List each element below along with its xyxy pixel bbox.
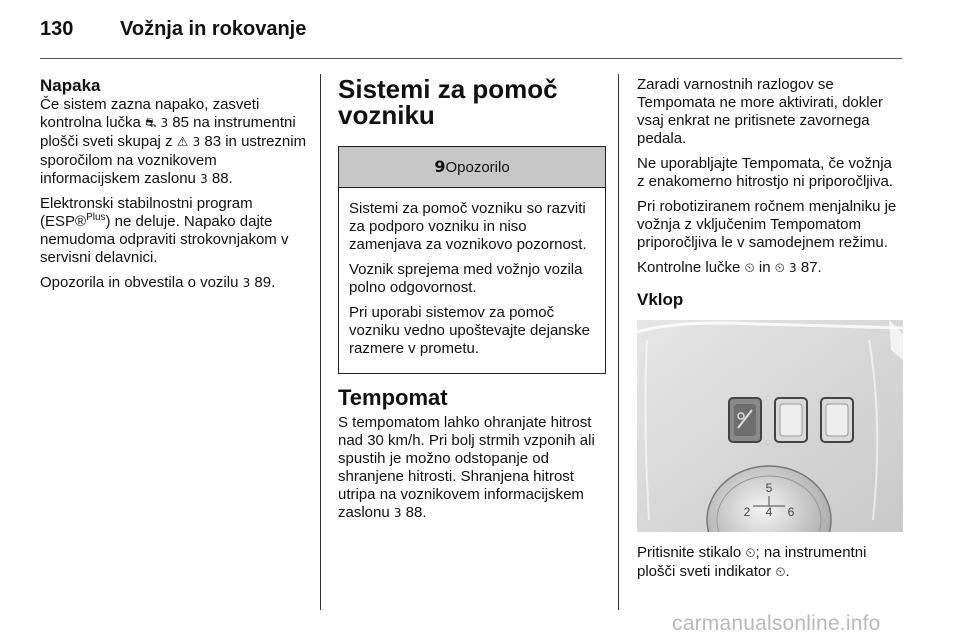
column-3 [637,76,903,589]
watermark: carmanualsonline.info [672,612,881,635]
text: S tempomatom lahko ohranjate hitrost nad 30 km/h. Pri bolj strmih vzponih ali spustih je možno odstopanje od shranjene hitrosti. Shranjena hitrost utripa na voznikovem informacijskem zaslonu [338,414,595,521]
page-header [40,18,920,58]
section-heading: Sistemi za pomoč vozniku [338,74,558,130]
text: Kontrolne lučke [637,259,745,276]
vklop-heading: Vklop [637,290,684,309]
text: 88. [401,504,427,521]
text: Če sistem zazna napako, zasveti kontrolna lučka [40,96,260,131]
warning-label: Opozorilo [445,159,510,176]
text: Opozorila in obvestila o vozilu [40,274,243,291]
esp-warning-icon: ⛐ [145,116,157,131]
column-divider-2 [618,74,619,610]
text: 88. [207,170,233,187]
gear-label: 5 [765,481,773,495]
page-ref-icon: 3 [160,116,169,130]
superscript: Plus [86,212,106,223]
service-vehicle-icon: ⚠ [176,135,189,150]
napaka-heading: Napaka [40,76,101,95]
napaka-paragraph-2 [40,195,310,267]
switch-panel-illustration [637,320,903,532]
text: 87. [796,259,822,276]
napaka-paragraph-1 [40,96,310,188]
column-2 [338,76,606,529]
warning-box [338,146,606,374]
warning-body [339,188,605,373]
tempomat-paragraph [338,414,606,522]
text: 89. [250,274,276,291]
warning-icon: 9 [434,157,446,176]
text: Pritisnite stikalo [637,544,746,561]
text: in [754,259,775,276]
text: 83 in ustreznim sporočilom na voznikovem informacijskem zaslonu [40,133,307,187]
page-number: 130 [40,18,74,40]
header-divider [40,58,902,59]
gear-label: 2 [743,505,751,519]
tempomat-heading: Tempomat [338,385,448,410]
warning-paragraph-1: Sistemi za pomoč vozniku so razviti za podporo vozniku in niso zamenjava za voznikovo pozornost. [349,200,587,253]
page-ref-icon: 3 [393,506,402,520]
cruise-control-icon: ⏲ [745,546,756,561]
col3-paragraph-4 [637,259,903,278]
text: Elektronski stabilnostni program (ESP® [40,195,253,230]
page-ref-icon: 3 [200,172,208,186]
cruise-control-switch-photo [637,320,903,532]
text: 85 na instrumentni plošči sveti skupaj z [40,114,296,150]
cruise-control-active-icon: ⏲ [775,565,786,580]
gear-label: 4 [765,505,773,519]
col3-paragraph-2: Ne uporabljajte Tempomata, če vožnja z enakomerno hitrostjo ni priporočljiva. [637,155,893,190]
text: . [785,563,790,580]
text: ; na instrumentni plošči sveti indikator [637,544,867,580]
warning-header [339,147,605,188]
text: ) ne deluje. Napako dajte nemudoma odpraviti strokovnjakom v servisni delavnici. [40,213,289,266]
page-ref-icon: 3 [192,135,201,149]
cruise-control-active-icon: ⏲ [774,261,785,276]
column-1 [40,76,310,299]
warning-paragraph-2: Voznik sprejema med vožnjo vozila polno odgovornost. [349,261,583,296]
col3-paragraph-1: Zaradi varnostnih razlogov se Tempomata ne more aktivirati, dokler vsaj enkrat ne pritisnete zavornega pedala. [637,76,883,147]
gear-label: 6 [787,505,795,519]
napaka-paragraph-3 [40,274,310,292]
page-title: Vožnja in rokovanje [120,18,307,40]
warning-paragraph-3: Pri uporabi sistemov za pomoč vozniku vedno upoštevajte dejanske razmere v prometu. [349,304,590,357]
page-ref-icon: 3 [242,276,251,290]
col3-paragraph-3: Pri robotiziranem ročnem menjalniku je vožnja z vključenim Tempomatom priporočljiva le v samodejnem režimu. [637,198,897,251]
column-divider-1 [320,74,321,610]
page-ref-icon: 3 [789,261,797,275]
cruise-control-icon: ⏲ [744,261,755,276]
col3-paragraph-5 [637,544,903,582]
